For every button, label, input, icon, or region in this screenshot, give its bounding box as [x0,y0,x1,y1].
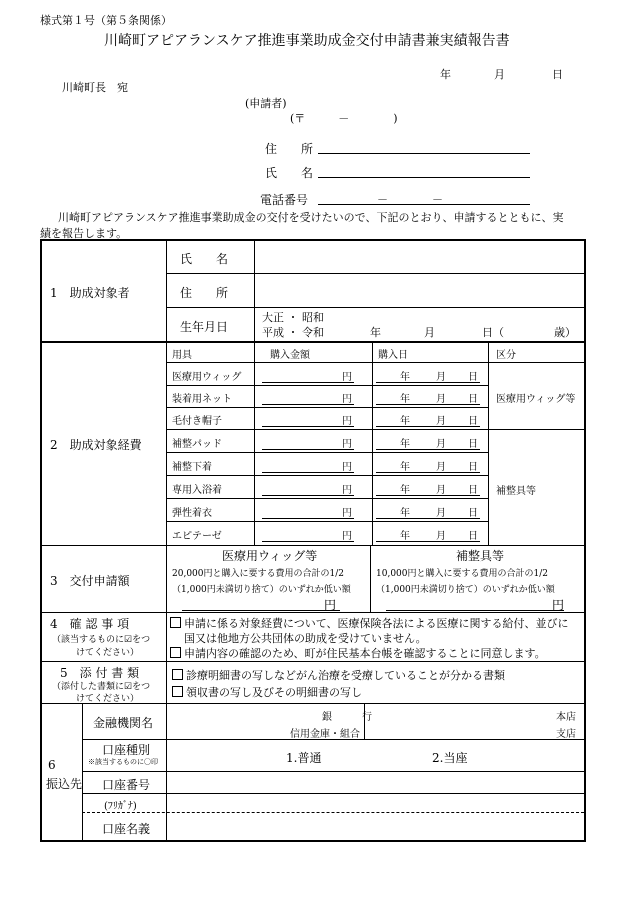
section1-label: 1 助成対象者 [50,286,130,300]
account-type-current[interactable]: 2.当座 [432,751,468,765]
credit-union-suffix: 信用金庫・組合 [290,729,360,740]
date-year-unit: 年 [400,439,410,450]
amount-input[interactable] [262,495,354,496]
section5-note-2: けてください） [76,694,140,704]
date-year-unit: 年 [400,531,410,542]
account-holder-label: 口座名義 [102,822,151,836]
era-heisei-reiwa[interactable]: 平成 ・ 令和 [262,326,324,339]
amount-yen: 円 [342,439,352,450]
wig-amount-input[interactable] [182,610,340,611]
section4-label: 4 確 認 事 項 [50,617,130,631]
checkbox-icon[interactable] [170,617,181,628]
checkbox-icon[interactable] [172,669,183,680]
date-month-unit: 月 [436,508,446,519]
page-title: 川崎町アピアランスケア推進事業助成金交付申請書兼実績報告書 [104,33,510,49]
aid-amount-yen: 円 [552,598,565,612]
item-name: 専用入浴着 [172,485,222,496]
date-year-unit: 年 [400,416,410,427]
addressee: 川崎町長 宛 [62,81,128,94]
date-month-unit: 月 [436,439,446,450]
address-line[interactable] [318,153,530,154]
date-month-unit: 月 [436,416,446,427]
name-line[interactable] [318,177,530,178]
date-year-unit: 年 [400,508,410,519]
confirm-item-2[interactable]: 申請内容の確認のため、町が住民基本台帳を確認することに同意します。 [170,645,546,661]
phone-sep-2: － [432,193,443,206]
date-day-unit: 日 [468,372,478,383]
amount-yen: 円 [342,394,352,405]
section6-number: 6 [48,758,56,772]
wig-amount-yen: 円 [324,598,337,612]
amount-yen: 円 [342,416,352,427]
wig-amount-line-1: 20,000円と購入に要する費用の合計の1/2 [172,569,344,579]
amount-input[interactable] [262,404,354,405]
wig-amount-header: 医療用ウィッグ等 [222,549,318,563]
aid-amount-header: 補整具等 [456,549,505,563]
amount-input[interactable] [262,449,354,450]
address-label: 住 所 [265,142,314,156]
birth-year: 年 [370,326,381,339]
amount-yen: 円 [342,531,352,542]
amount-yen: 円 [342,508,352,519]
bank-name-label: 金融機関名 [93,716,154,730]
account-type-note: ※該当するものに〇印 [88,758,158,766]
phone-line[interactable] [318,204,530,205]
item-name: 毛付き帽子 [172,416,222,427]
confirm-item-1[interactable]: 申請に係る対象経費について、医療保険各法による医療に関する給付、並びに [170,615,569,631]
target-name-label: 氏 名 [180,252,229,266]
date-input[interactable] [376,404,480,405]
target-address-label: 住 所 [180,286,229,300]
category-wig: 医療用ウィッグ等 [496,394,576,405]
category-aid: 補整具等 [496,486,536,497]
date-day-unit: 日 [468,462,478,473]
item-name: 医療用ウィッグ [172,372,242,383]
section6-label: 振込先 [46,777,83,791]
date-day: 日 [552,68,563,81]
wig-amount-line-2: （1,000円未満切り捨て）のいずれか低い額 [172,585,351,595]
date-input[interactable] [376,449,480,450]
date-day-unit: 日 [468,416,478,427]
section4-note-2: けてください） [76,648,140,658]
amount-yen: 円 [342,462,352,473]
header-amount: 購入金額 [270,350,310,361]
date-day-unit: 日 [468,394,478,405]
date-month-unit: 月 [436,462,446,473]
item-name: 補整パッド [172,439,222,450]
date-day-unit: 日 [468,439,478,450]
account-type-label: 口座種別 [102,743,151,757]
date-month: 月 [494,68,505,81]
date-input[interactable] [376,495,480,496]
bank-suffix: 銀 行 [322,712,372,723]
date-input[interactable] [376,541,480,542]
amount-input[interactable] [262,382,354,383]
age: 歳） [554,326,576,339]
date-year-unit: 年 [400,372,410,383]
intro-line-1: 川崎町アピアランスケア推進事業助成金の交付を受けたいので、下記のとおり、申請するとともに、実 [58,211,564,224]
applicant-label: (申請者) [245,97,287,110]
date-year: 年 [440,68,451,81]
name-label: 氏 名 [265,166,314,180]
main-branch-suffix: 本店 [556,712,576,723]
date-input[interactable] [376,518,480,519]
header-category: 区分 [496,350,516,361]
item-name: 補整下着 [172,462,212,473]
header-date: 購入日 [378,350,408,361]
attach-item-1[interactable]: 診療明細書の写しなどがん治療を受療していることが分かる書類 [172,667,505,683]
date-month-unit: 月 [436,531,446,542]
date-year-unit: 年 [400,462,410,473]
aid-amount-line-1: 10,000円と購入に要する費用の合計の1/2 [376,569,548,579]
birthdate-label: 生年月日 [180,320,229,334]
section5-note-1: （添付した書類に☑をつ [52,682,151,692]
section2-label: 2 助成対象経費 [50,438,142,452]
aid-amount-line-2: （1,000円未満切り捨て）のいずれか低い額 [376,585,555,595]
item-name: エピテーゼ [172,531,222,542]
form-number: 様式第１号（第５条関係） [40,14,172,27]
amount-input[interactable] [262,426,354,427]
amount-yen: 円 [342,485,352,496]
aid-amount-input[interactable] [386,610,564,611]
postal-code: (〒 － ) [290,112,398,125]
amount-input[interactable] [262,472,354,473]
phone-sep-1: － [377,193,388,206]
date-month-unit: 月 [436,372,446,383]
account-type-ordinary[interactable]: 1.普通 [286,751,322,765]
amount-input[interactable] [262,541,354,542]
birth-month: 月 [424,326,435,339]
date-input[interactable] [376,472,480,473]
item-name: 装着用ネット [172,394,232,405]
branch-suffix: 支店 [556,729,576,740]
date-month-unit: 月 [436,394,446,405]
account-number-label: 口座番号 [102,778,151,792]
date-year-unit: 年 [400,485,410,496]
date-day-unit: 日 [468,531,478,542]
checkbox-icon[interactable] [172,686,183,697]
section5-label: 5 添 付 書 類 [60,666,140,680]
era-taisho-showa[interactable]: 大正 ・ 昭和 [262,311,324,324]
checkbox-icon[interactable] [170,647,181,658]
confirm-item-1-cont: 国又は他地方公共団体の助成を受けていません。 [184,632,427,645]
birth-day: 日（ [482,326,504,339]
date-year-unit: 年 [400,394,410,405]
date-input[interactable] [376,426,480,427]
amount-input[interactable] [262,518,354,519]
date-day-unit: 日 [468,508,478,519]
item-name: 弾性着衣 [172,508,212,519]
amount-yen: 円 [342,372,352,383]
furigana-label: (ﾌﾘｶﾞﾅ) [104,801,137,812]
section3-label: 3 交付申請額 [50,574,130,588]
date-day-unit: 日 [468,485,478,496]
phone-label: 電話番号 [260,193,309,207]
intro-line-2: 績を報告します。 [40,227,128,240]
date-input[interactable] [376,382,480,383]
section4-note-1: （該当するものに☑をつ [52,635,151,645]
header-item: 用具 [172,350,192,361]
attach-item-2[interactable]: 領収書の写し及びその明細書の写し [172,684,362,700]
date-month-unit: 月 [436,485,446,496]
